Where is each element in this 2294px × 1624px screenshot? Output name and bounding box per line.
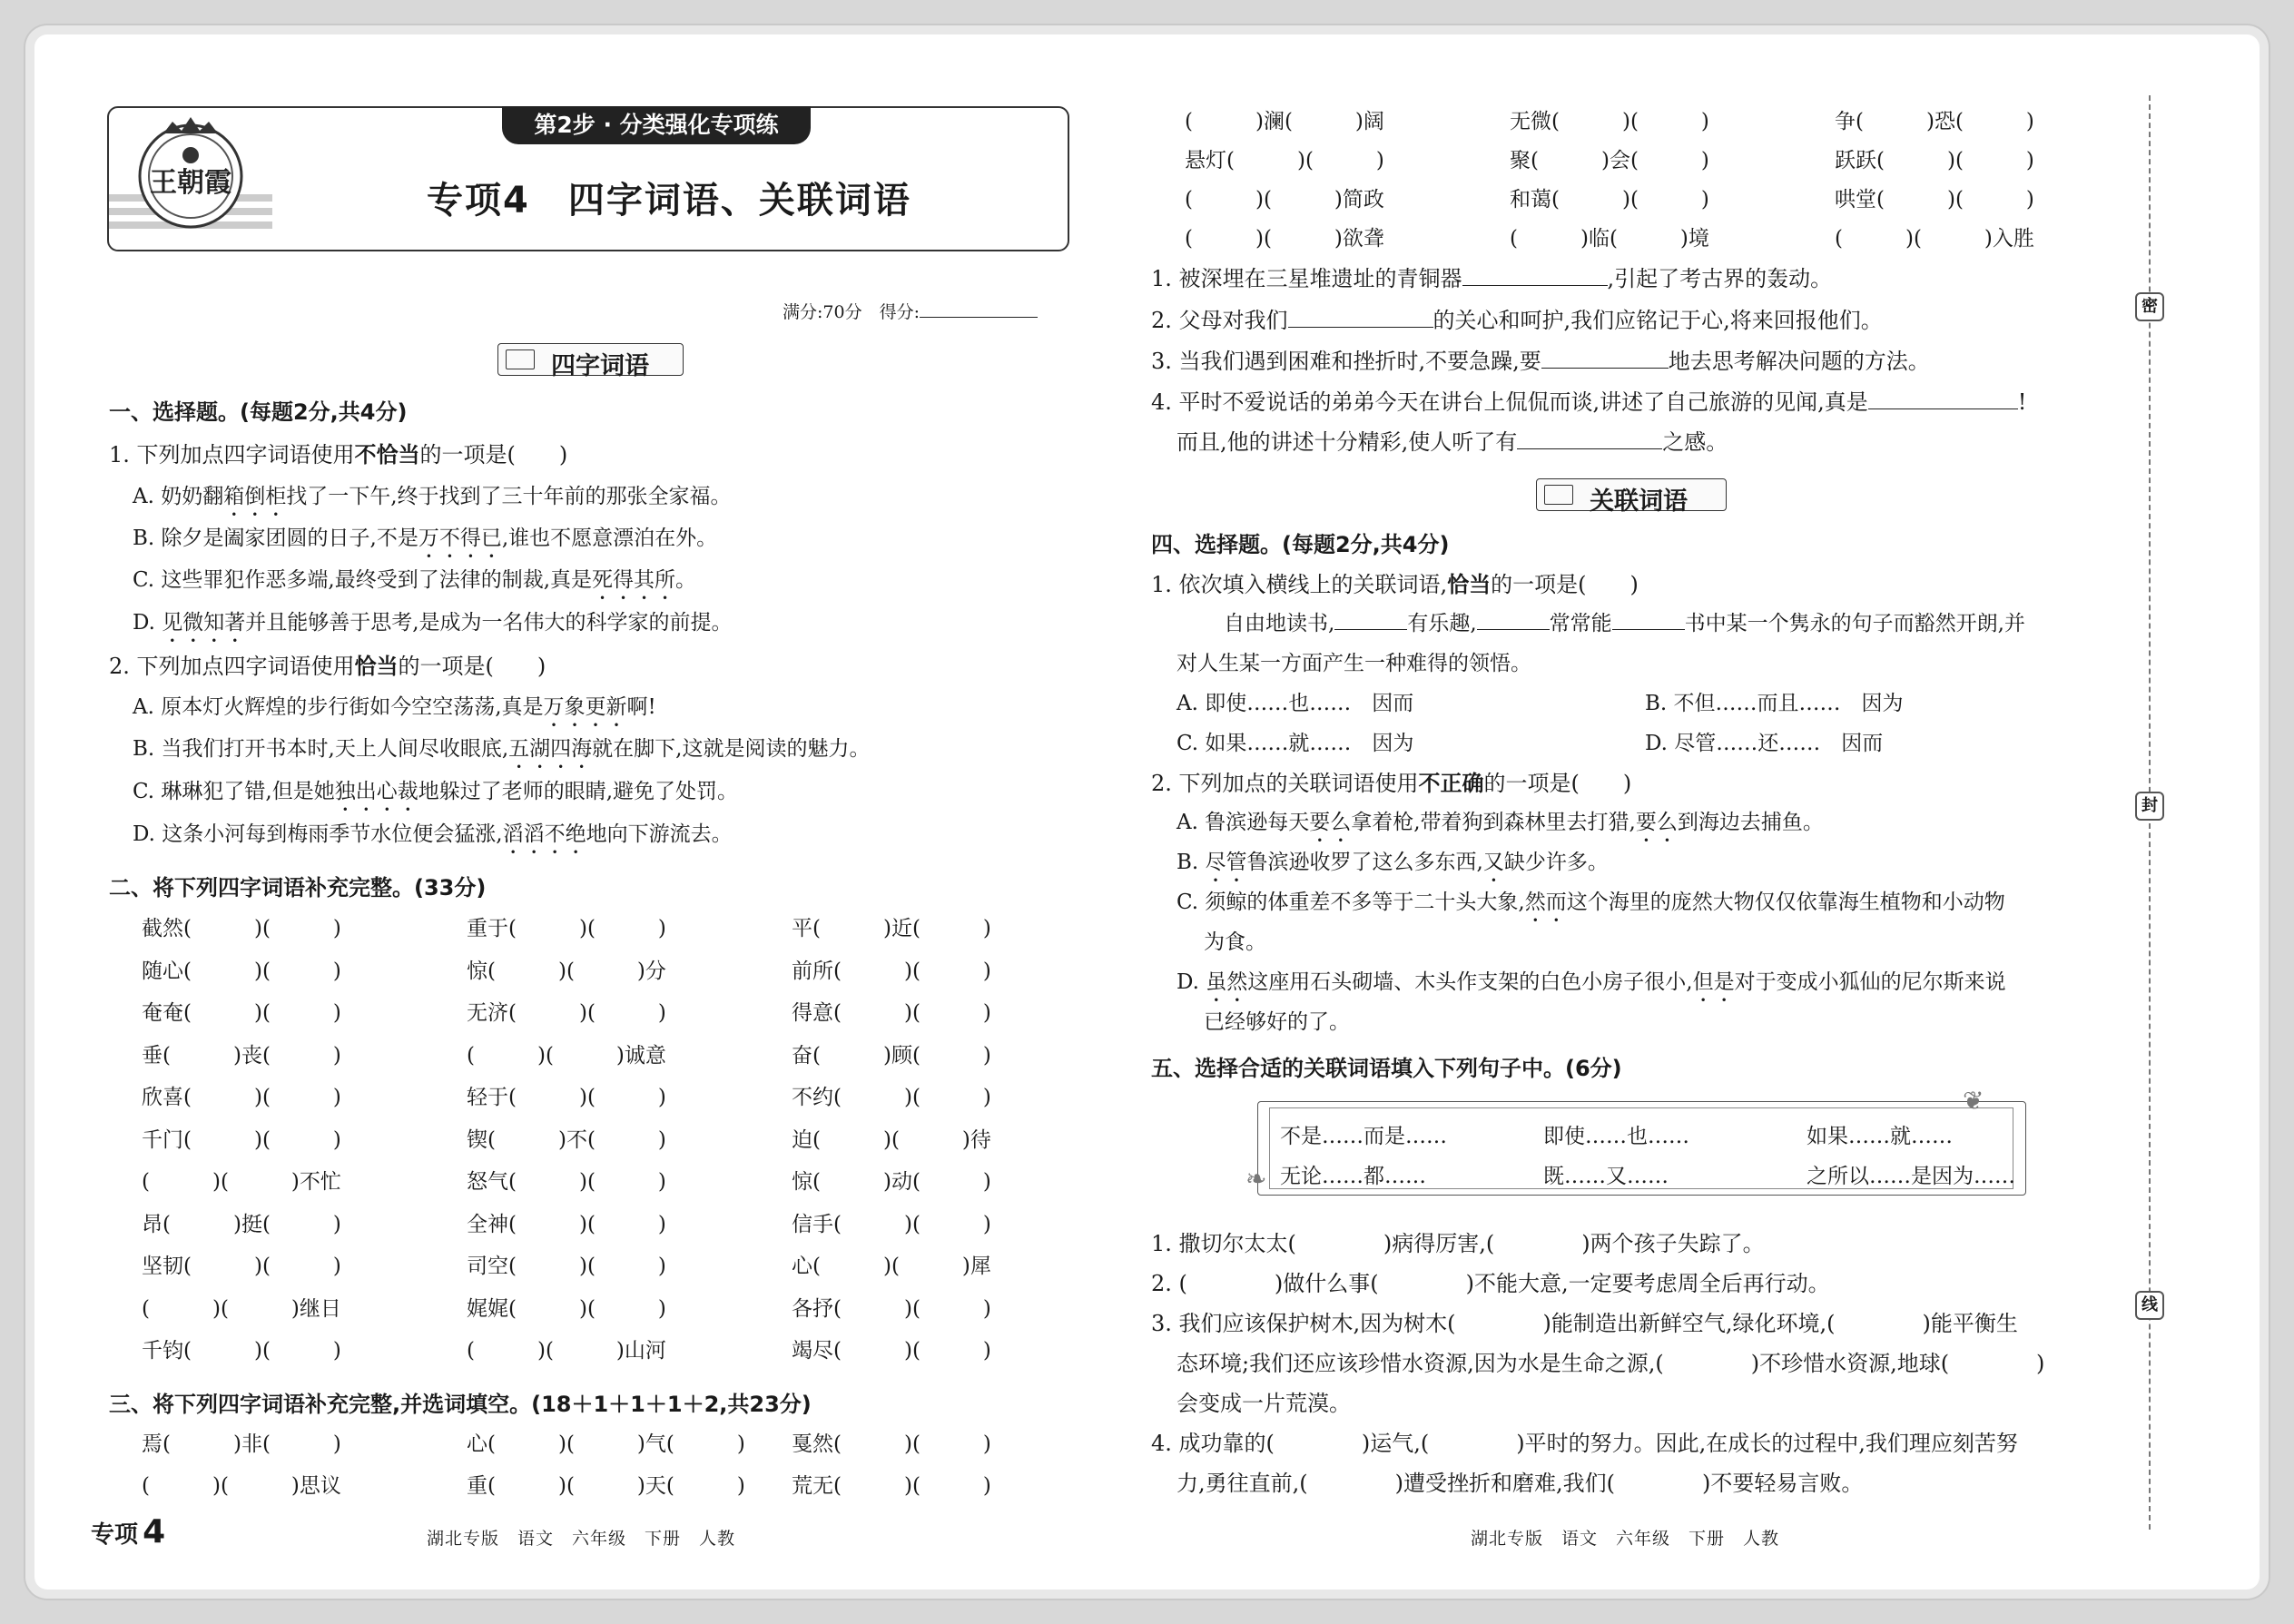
p2-idiom-item[interactable]: 怒气( )( ) [467,1170,666,1194]
p3-idiom-item[interactable]: 焉( )非( ) [142,1432,341,1456]
p5-s3-cont[interactable]: 态环境;我们还应该珍惜水资源,因为水是生命之源,( )不珍惜水资源,地球( ) [1177,1351,2045,1376]
p3-q3: 3. 当我们遇到困难和挫折时,不要急躁,要 地去思考解决问题的方法。 [1151,349,1930,374]
part2-heading: 二、将下列四字词语补充完整。(33分) [109,875,487,901]
p1-q1-option-c[interactable]: C. 这些罪犯作恶多端,最终受到了法律的制裁,真是死得其所。 [133,568,697,592]
p2-idiom-item[interactable]: 奋( )顾( ) [792,1043,991,1068]
p2-idiom-item[interactable]: 重于( )( ) [467,917,666,940]
p2-idiom-item[interactable]: 截然( )( ) [142,917,341,940]
bind-tag-xian: 线 [2135,1291,2164,1320]
p4-q1: 1. 依次填入横线上的关联词语,恰当的一项是( ) [1151,571,1639,597]
p4-q1-option-b[interactable]: B. 不但……而且…… 因为 [1645,692,1904,715]
p1-q2: 2. 下列加点四字词语使用恰当的一项是( ) [109,653,546,679]
p4-q2-option-c[interactable]: C. 须鲸的体重差不多等于二十头大象,然而这个海里的庞然大物仅仅依靠海生植物和小动物 [1177,891,2005,914]
p2-idiom-item[interactable]: 无济( )( ) [467,1001,666,1025]
p1-q2-option-b[interactable]: B. 当我们打开书本时,天上人间尽收眼底,五湖四海就在脚下,这就是阅读的魅力。 [133,737,871,761]
p5-s3[interactable]: 3. 我们应该保护树木,因为树木( )能制造出新鲜空气,绿化环境,( )能平衡生 [1151,1311,2018,1336]
answer-blank[interactable] [1462,264,1608,286]
p3-idiom-item[interactable]: 无微( )( ) [1510,110,1709,133]
p2-idiom-item[interactable]: 昂( )挺( ) [142,1212,341,1236]
p2-idiom-item[interactable]: ( )( )继日 [142,1296,341,1321]
p3-idiom-item[interactable]: 悬灯( )( ) [1185,149,1384,172]
score-line [783,296,1038,323]
p5-s4-cont[interactable]: 力,勇往直前,( )遭受挫折和磨难,我们( )不要轻易言败。 [1177,1471,1864,1496]
answer-blank[interactable] [1541,347,1669,369]
section-tag-four-char [497,343,684,380]
p4-q2-option-c-cont: 为食。 [1204,930,1266,954]
p3-idiom-item[interactable]: ( )( )欲聋 [1185,227,1384,251]
footer-info-right: 湖北专版 语文 六年级 下册 人教 [1471,1529,1780,1549]
p2-idiom-item[interactable]: 千门( )( ) [142,1127,341,1152]
p3-q1: 1. 被深埋在三星堆遗址的青铜器 ,引起了考古界的轰动。 [1151,266,1833,291]
p3-idiom-item[interactable]: 重( )( )天( ) [467,1474,745,1498]
p3-idiom-item[interactable]: ( )澜( )阔 [1185,110,1384,133]
p2-idiom-item[interactable]: 前所( )( ) [792,959,991,983]
p5-s3-cont2: 会变成一片荒漠。 [1177,1391,1351,1416]
p2-idiom-item[interactable]: 垂( )丧( ) [142,1043,341,1068]
answer-blank[interactable] [1334,608,1407,630]
conj-option: 不是……而是…… [1280,1125,1447,1148]
p4-q2-option-b[interactable]: B. 尽管鲁滨逊收罗了这么多东西,又缺少许多。 [1177,851,1609,874]
p2-idiom-item[interactable]: 轻于( )( ) [467,1086,666,1109]
p3-idiom-item[interactable]: 和蔼( )( ) [1510,188,1709,212]
p2-idiom-item[interactable]: 全神( )( ) [467,1212,666,1236]
score-label: 满分:70分 得分: [783,302,920,322]
footer-label: 专项 [91,1521,139,1549]
p1-q2-option-a[interactable]: A. 原本灯火辉煌的步行街如今空空荡荡,真是万象更新啊! [133,695,656,719]
p1-q2-option-c[interactable]: C. 琳琳犯了错,但是她独出心裁地躲过了老师的眼睛,避免了处罚。 [133,780,739,803]
p3-idiom-item[interactable]: ( )( )思议 [142,1474,341,1498]
footer-page-label [91,1513,165,1550]
answer-blank[interactable] [1477,608,1550,630]
answer-blank[interactable] [1868,388,2018,409]
p4-q2-option-d-cont: 已经够好的了。 [1204,1010,1350,1034]
butterfly-decoration: ❦ [1963,1086,1984,1116]
conj-option: 之所以……是因为…… [1807,1165,2015,1188]
svg-text:王朝霞: 王朝霞 [150,167,231,199]
p3-q4: 4. 平时不爱说话的弟弟今天在讲台上侃侃而谈,讲述了自己旅游的见闻,真是 ! [1151,389,2027,415]
p3-idiom-item[interactable]: 戛然( )( ) [792,1432,991,1456]
section-title: 四字词语 [551,352,649,380]
p2-idiom-item[interactable]: 各抒( )( ) [792,1296,991,1321]
section-title: 关联词语 [1590,487,1688,516]
part5-heading: 五、选择合适的关联词语填入下列句子中。(6分) [1151,1056,1622,1081]
p2-idiom-item[interactable]: ( )( )山河 [467,1339,666,1363]
p2-idiom-item[interactable]: 千钧( )( ) [142,1339,341,1363]
bind-tag-mi: 密 [2135,292,2164,321]
conj-option: 无论……都…… [1280,1165,1426,1188]
p2-idiom-item[interactable]: 心( )( )犀 [792,1255,991,1278]
p4-q1-option-a[interactable]: A. 即使……也…… 因而 [1177,692,1414,715]
p2-idiom-item[interactable]: 惊( )动( ) [792,1170,991,1194]
p2-idiom-item[interactable]: 信手( )( ) [792,1212,991,1236]
p4-q1-passage-cont: 对人生某一方面产生一种难得的领悟。 [1177,652,1531,675]
part3-heading: 三、将下列四字词语补充完整,并选词填空。(18＋1＋1＋1＋2,共23分) [109,1392,812,1417]
p3-idiom-item[interactable]: 哄堂( )( ) [1835,188,2034,212]
p2-idiom-item[interactable]: ( )( )不忙 [142,1170,341,1194]
p3-q4-cont: 而且,他的讲述十分精彩,使人听了有 之感。 [1177,429,1728,455]
header-box [107,106,1069,251]
p3-idiom-item[interactable]: 跃跃( )( ) [1835,149,2034,172]
p3-idiom-item[interactable]: ( )( )入胜 [1835,227,2034,251]
score-blank[interactable] [920,296,1038,318]
page-title: 专项4 四字词语、关联词语 [427,180,911,221]
p3-idiom-item[interactable]: 聚( )会( ) [1510,149,1709,172]
part4-heading: 四、选择题。(每题2分,共4分) [1151,532,1450,557]
p3-q2: 2. 父母对我们 的关心和呵护,我们应铭记于心,将来回报他们。 [1151,308,1883,333]
p2-idiom-item[interactable]: 锲( )不( ) [467,1127,666,1152]
p4-q2: 2. 下列加点的关联词语使用不正确的一项是( ) [1151,770,1632,796]
p4-q1-option-d[interactable]: D. 尽管……还…… 因而 [1645,732,1884,755]
p3-idiom-item[interactable]: 荒无( )( ) [792,1474,991,1498]
p2-idiom-item[interactable]: 司空( )( ) [467,1255,666,1278]
section-tag-conj [1536,478,1727,516]
p1-q1-option-a[interactable]: A. 奶奶翻箱倒柜找了一下午,终于找到了三十年前的那张全家福。 [133,485,732,508]
p1-q1: 1. 下列加点四字词语使用不恰当的一项是( ) [109,441,568,468]
p5-s1[interactable]: 1. 撒切尔太太( )病得厉害,( )两个孩子失踪了。 [1151,1231,1765,1256]
p2-idiom-item[interactable]: 奄奄( )( ) [142,1001,341,1025]
p1-q1-option-b[interactable]: B. 除夕是阖家团圆的日子,不是万不得已,谁也不愿意漂泊在外。 [133,527,718,550]
p3-idiom-item[interactable]: ( )( )简政 [1185,188,1384,212]
p4-q2-option-a[interactable]: A. 鲁滨逊每天要么拿着枪,带着狗到森林里去打猎,要么到海边去捕鱼。 [1177,811,1824,834]
p2-idiom-item[interactable]: 欣喜( )( ) [142,1086,341,1109]
p1-q1-option-d[interactable]: D. 见微知著并且能够善于思考,是成为一名伟大的科学家的前提。 [133,611,733,635]
p2-idiom-item[interactable]: 娓娓( )( ) [467,1296,666,1321]
p4-q1-passage: 自由地读书, 有乐趣, 常常能 书中某一个隽永的句子而豁然开朗,并 [1224,606,2025,636]
p4-q1-option-c[interactable]: C. 如果……就…… 因为 [1177,732,1414,755]
answer-blank[interactable] [1517,428,1662,449]
p1-q2-option-d[interactable]: D. 这条小河每到梅雨季节水位便会猛涨,滔滔不绝地向下游流去。 [133,822,733,846]
book-icon [1544,485,1573,505]
conj-option: 如果……就…… [1807,1125,1953,1148]
p3-idiom-item[interactable]: ( )临( )境 [1510,227,1709,251]
bind-tag-feng: 封 [2135,792,2164,821]
answer-blank[interactable] [1612,608,1685,630]
step-tab: 第2步 · 分类强化专项练 [502,106,811,144]
p2-idiom-item[interactable]: 平( )近( ) [792,917,991,940]
footer-info-left: 湖北专版 语文 六年级 下册 人教 [427,1529,736,1549]
p5-s4[interactable]: 4. 成功靠的( )运气,( )平时的努力。因此,在成长的过程中,我们理应刻苦努 [1151,1431,2018,1456]
p3-idiom-item[interactable]: 争( )恐( ) [1835,110,2034,133]
p2-idiom-item[interactable]: 惊( )( )分 [467,959,666,983]
page-number: 4 [143,1513,166,1550]
conj-option: 即使……也…… [1543,1125,1689,1148]
p2-idiom-item[interactable]: 坚韧( )( ) [142,1255,341,1278]
conj-option: 既……又…… [1543,1165,1669,1188]
part1-heading: 一、选择题。(每题2分,共4分) [109,399,408,425]
p4-q2-option-d[interactable]: D. 虽然这座用石头砌墙、木头作支架的白色小房子很小,但是对于变成小狐仙的尼尔斯来说 [1177,970,2006,994]
p2-idiom-item[interactable]: 迫( )( )待 [792,1127,991,1152]
p2-idiom-item[interactable]: 随心( )( ) [142,959,341,983]
p5-s2[interactable]: 2. ( )做什么事( )不能大意,一定要考虑周全后再行动。 [1151,1271,1830,1296]
p2-idiom-item[interactable]: 竭尽( )( ) [792,1339,991,1363]
answer-blank[interactable] [1288,306,1433,328]
p3-idiom-item[interactable]: 心( )( )气( ) [467,1432,745,1456]
logo-emblem [109,108,272,250]
p2-idiom-item[interactable]: 得意( )( ) [792,1001,991,1025]
flower-decoration: ❧ [1245,1164,1267,1194]
p2-idiom-item[interactable]: 不约( )( ) [792,1086,991,1109]
book-icon [506,349,535,369]
p2-idiom-item[interactable]: ( )( )诚意 [467,1043,666,1068]
